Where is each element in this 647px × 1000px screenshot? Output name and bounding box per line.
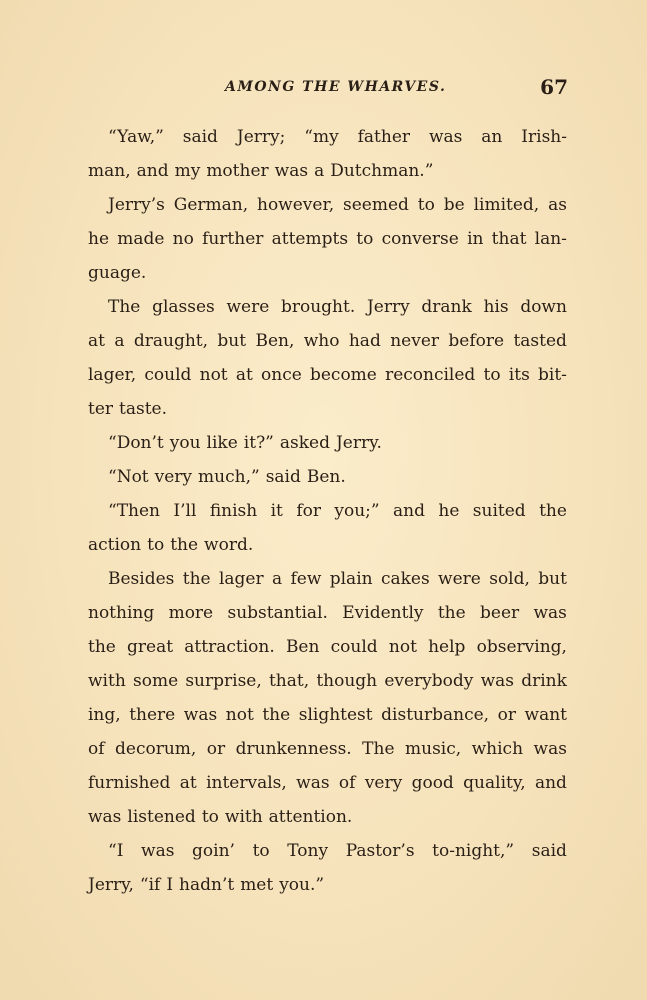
text-line: lager, could not at once become reconciled to its bit- — [88, 365, 567, 385]
text-line: with some surprise, that, though everybody was drink — [88, 671, 567, 691]
text-line: Jerry, “if I hadn’t met you.” — [88, 875, 325, 895]
text-line: “Then I’ll finish it for you;” and he suited the — [108, 501, 567, 521]
text-line: Jerry’s German, however, seemed to be limited, as — [108, 195, 567, 215]
text-line: nothing more substantial. Evidently the beer was — [88, 603, 567, 623]
text-line: “I was goin’ to Tony Pastor’s to-night,” said — [108, 841, 567, 861]
text-line: “Not very much,” said Ben. — [108, 467, 346, 487]
running-head: AMONG THE WHARVES. — [225, 79, 447, 95]
text-line: ter taste. — [88, 399, 168, 419]
text-line: he made no further attempts to converse in that lan- — [88, 229, 567, 249]
text-line: Besides the lager a few plain cakes were sold, but — [108, 569, 567, 589]
text-line: The glasses were brought. Jerry drank his down — [108, 297, 567, 317]
text-line: guage. — [88, 263, 147, 283]
text-line: of decorum, or drunkenness. The music, which was — [88, 739, 567, 759]
text-line: furnished at intervals, was of very good quality, and — [88, 773, 567, 793]
text-line: was listened to with attention. — [88, 807, 353, 827]
text-line: “Yaw,” said Jerry; “my father was an Irish- — [108, 127, 567, 147]
page-header — [88, 77, 570, 103]
text-line: the great attraction. Ben could not help observing, — [88, 637, 567, 657]
text-line: ing, there was not the slightest disturbance, or want — [88, 705, 567, 725]
page-text — [88, 120, 567, 902]
text-line: action to the word. — [88, 535, 254, 555]
text-line: man, and my mother was a Dutchman.” — [88, 161, 434, 181]
text-line: at a draught, but Ben, who had never before tasted — [88, 331, 567, 351]
page-number: 67 — [540, 75, 568, 99]
text-line: “Don’t you like it?” asked Jerry. — [108, 433, 382, 453]
